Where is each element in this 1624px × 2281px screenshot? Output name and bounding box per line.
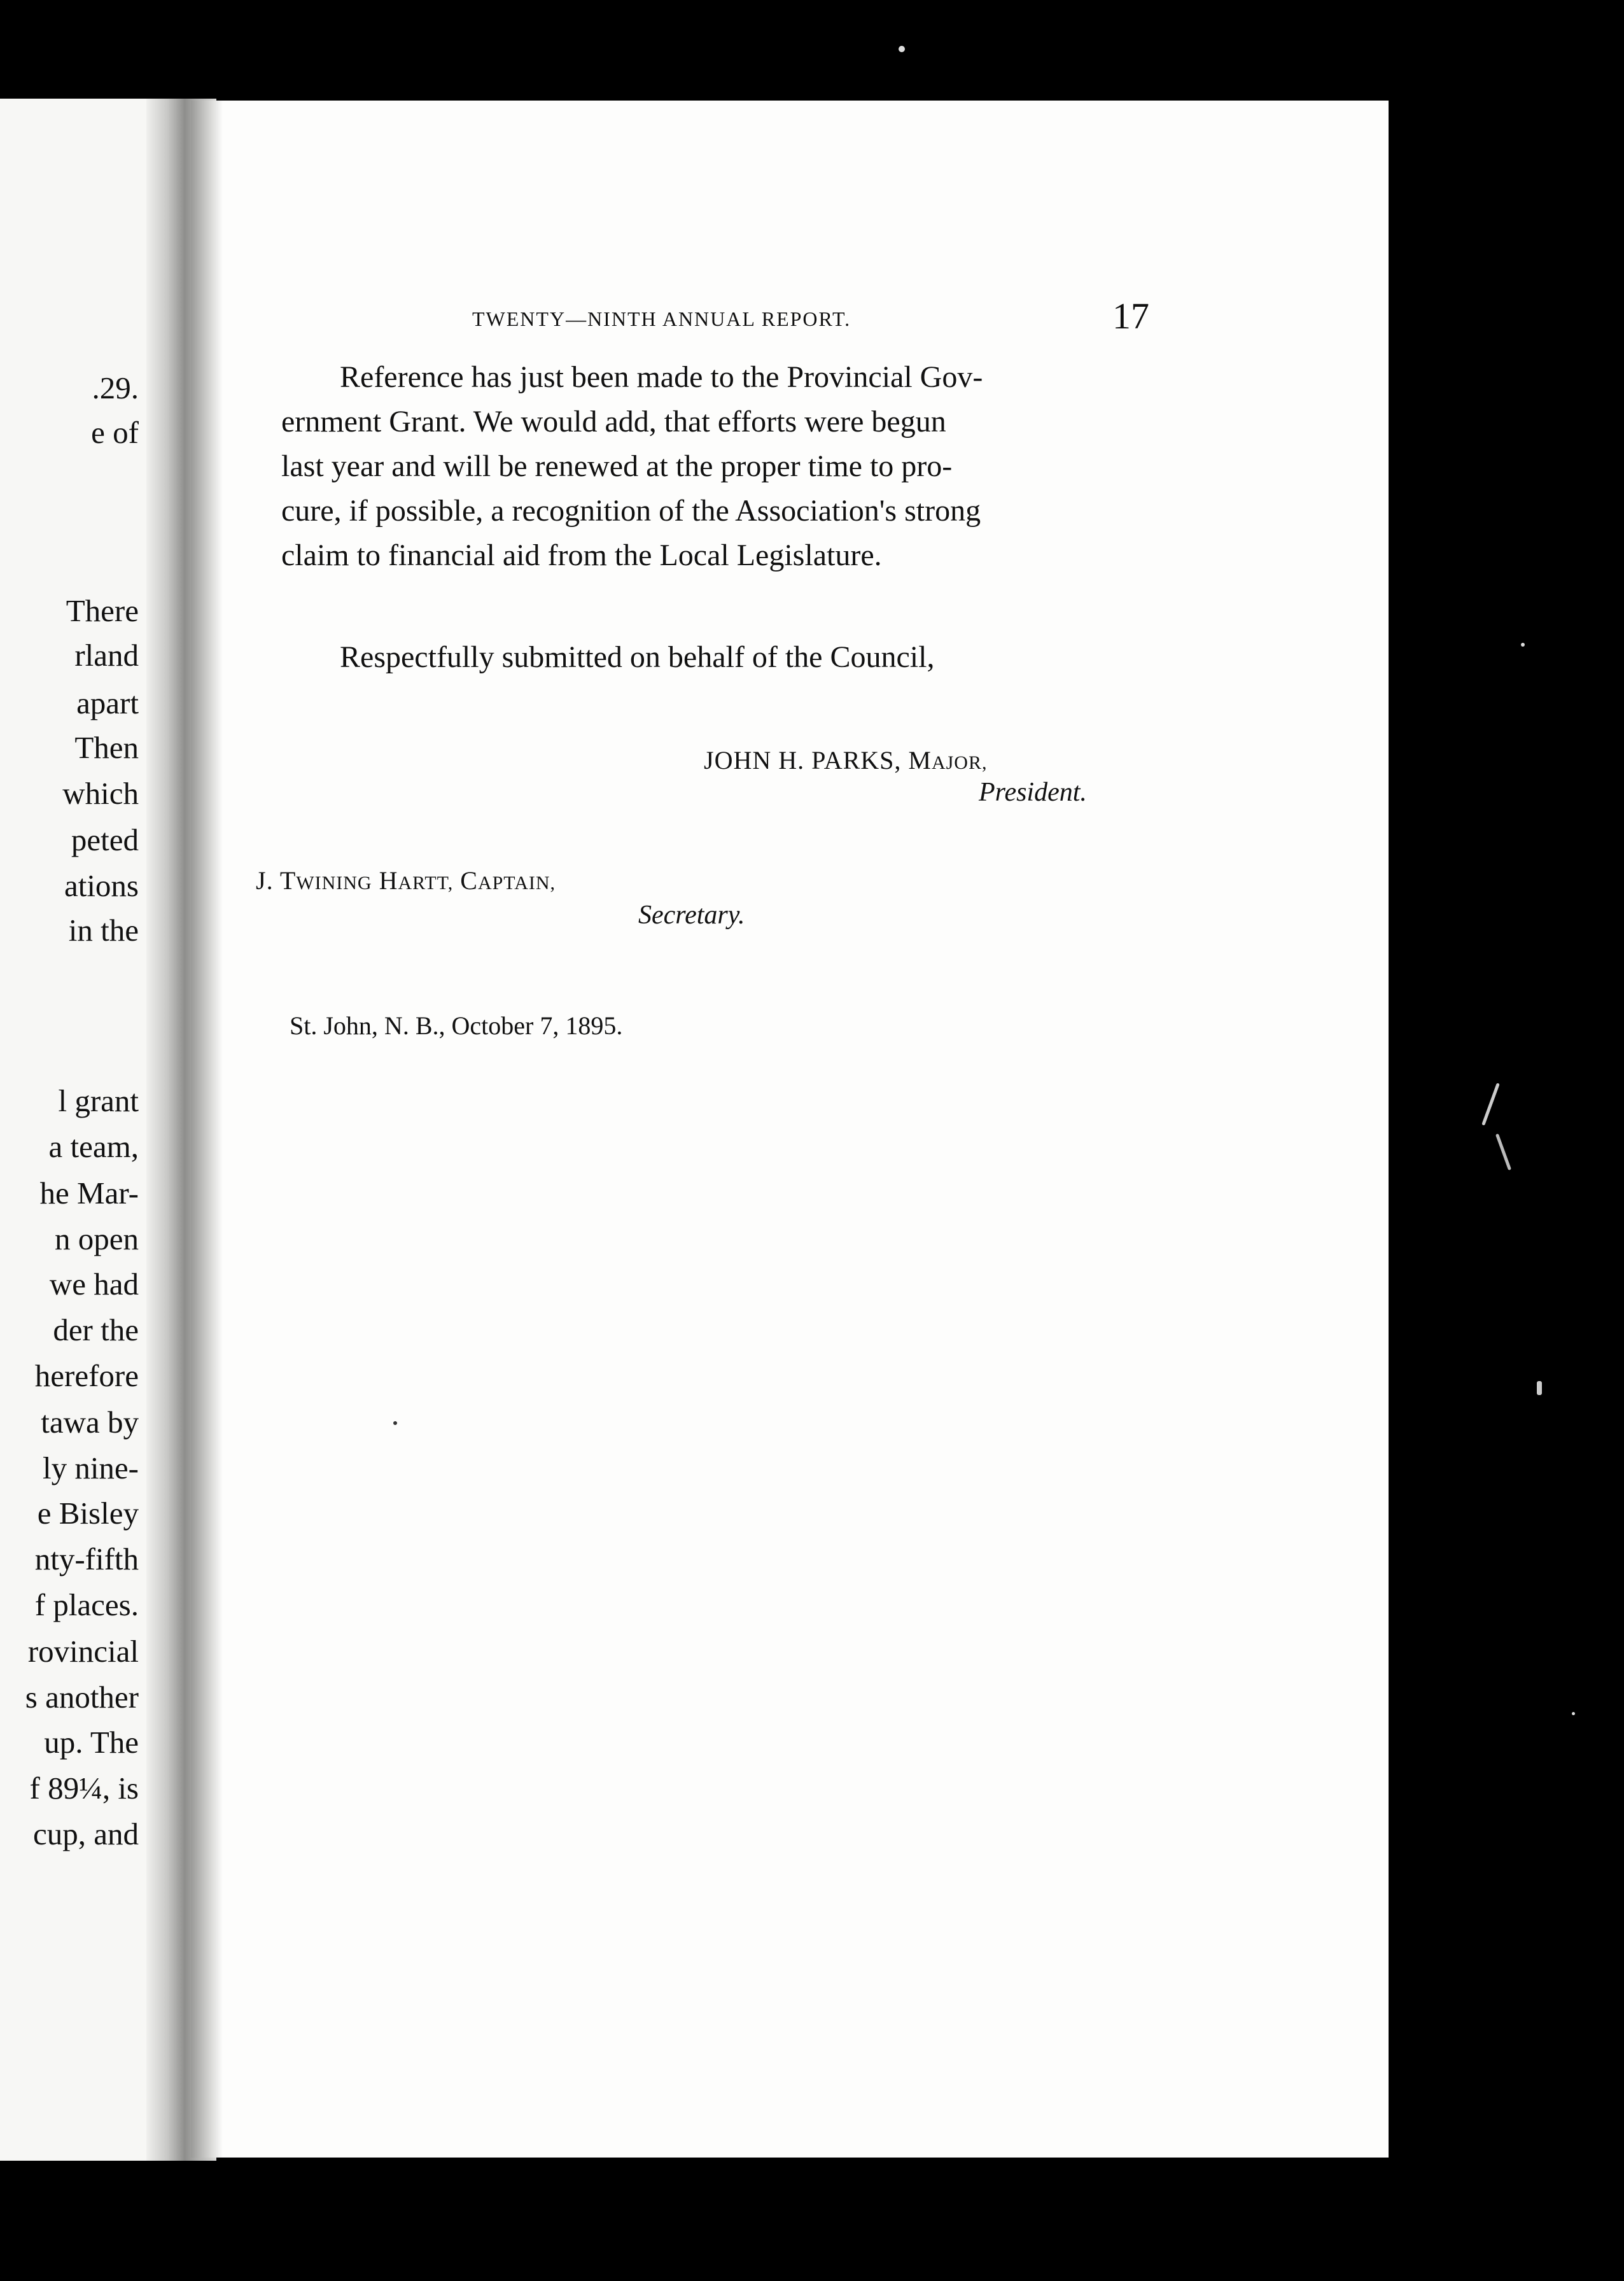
left-page-line: nty-fifth [34,1541,139,1576]
left-page-line: in the [68,913,139,948]
left-page-line: s another [25,1680,139,1715]
scan-speck [1481,1083,1500,1125]
left-page-line: up. The [44,1725,139,1760]
scan-speck [1537,1381,1542,1395]
president-rank: MAJOR, [908,746,988,775]
left-page-line: e of [91,415,139,450]
paragraph-line: Reference has just been made to the Provincial Gov- [340,360,983,394]
left-page-line: Then [74,730,139,765]
page-number: 17 [1112,295,1149,337]
report-page [191,101,1389,2158]
left-page-line: e Bisley [37,1496,139,1531]
secretary-title: Secretary. [638,901,745,930]
previous-page-fragment [0,99,216,2161]
left-page-line: rland [74,638,139,673]
paragraph-line: cure, if possible, a recognition of the Association's strong [281,494,981,528]
left-page-line: apart [76,685,139,720]
left-page-line: we had [49,1267,139,1302]
paragraph-line: claim to financial aid from the Local Legislature. [281,538,882,572]
left-page-line: ations [64,868,139,903]
left-page-line: ly nine- [42,1450,139,1485]
dateline: St. John, N. B., October 7, 1895. [290,1011,623,1040]
paragraph-submitted: Respectfully submitted on behalf of the Council, [340,640,935,674]
left-page-line: .29. [92,370,139,405]
left-page-line: l grant [58,1083,139,1118]
left-page-line: cup, and [33,1816,139,1851]
secretary-signature: J. TWINING HARTT, CAPTAIN, [256,866,556,895]
president-title: President. [979,778,1087,807]
scan-speck [1521,643,1525,647]
scan-speck [899,46,905,52]
left-page-line: f 89¼, is [29,1771,139,1806]
running-head: TWENTY—NINTH ANNUAL REPORT. [472,307,851,330]
left-page-line: a team, [48,1129,139,1164]
left-page-line: f places. [34,1587,139,1622]
left-page-line: tawa by [41,1405,139,1440]
left-page-line: peted [71,822,139,857]
president-name: JOHN H. PARKS, [704,746,902,775]
left-page-line: der the [53,1312,139,1347]
left-page-line: which [62,776,139,811]
scan-speck [1572,1712,1575,1715]
paragraph-government-grant [281,355,983,578]
paragraph-line: ernment Grant. We would add, that efforts were begun [281,405,946,439]
president-signature [704,745,987,775]
left-page-line: n open [55,1221,139,1256]
scan-speck [1495,1133,1511,1170]
left-page-line: rovincial [27,1634,139,1669]
left-page-line: herefore [34,1358,139,1393]
left-page-line: There [66,593,139,628]
page-shadow [191,101,223,2158]
paragraph-line: last year and will be renewed at the proper time to pro- [281,449,953,483]
left-page-line: he Mar- [39,1176,139,1211]
ink-speck [393,1421,397,1425]
